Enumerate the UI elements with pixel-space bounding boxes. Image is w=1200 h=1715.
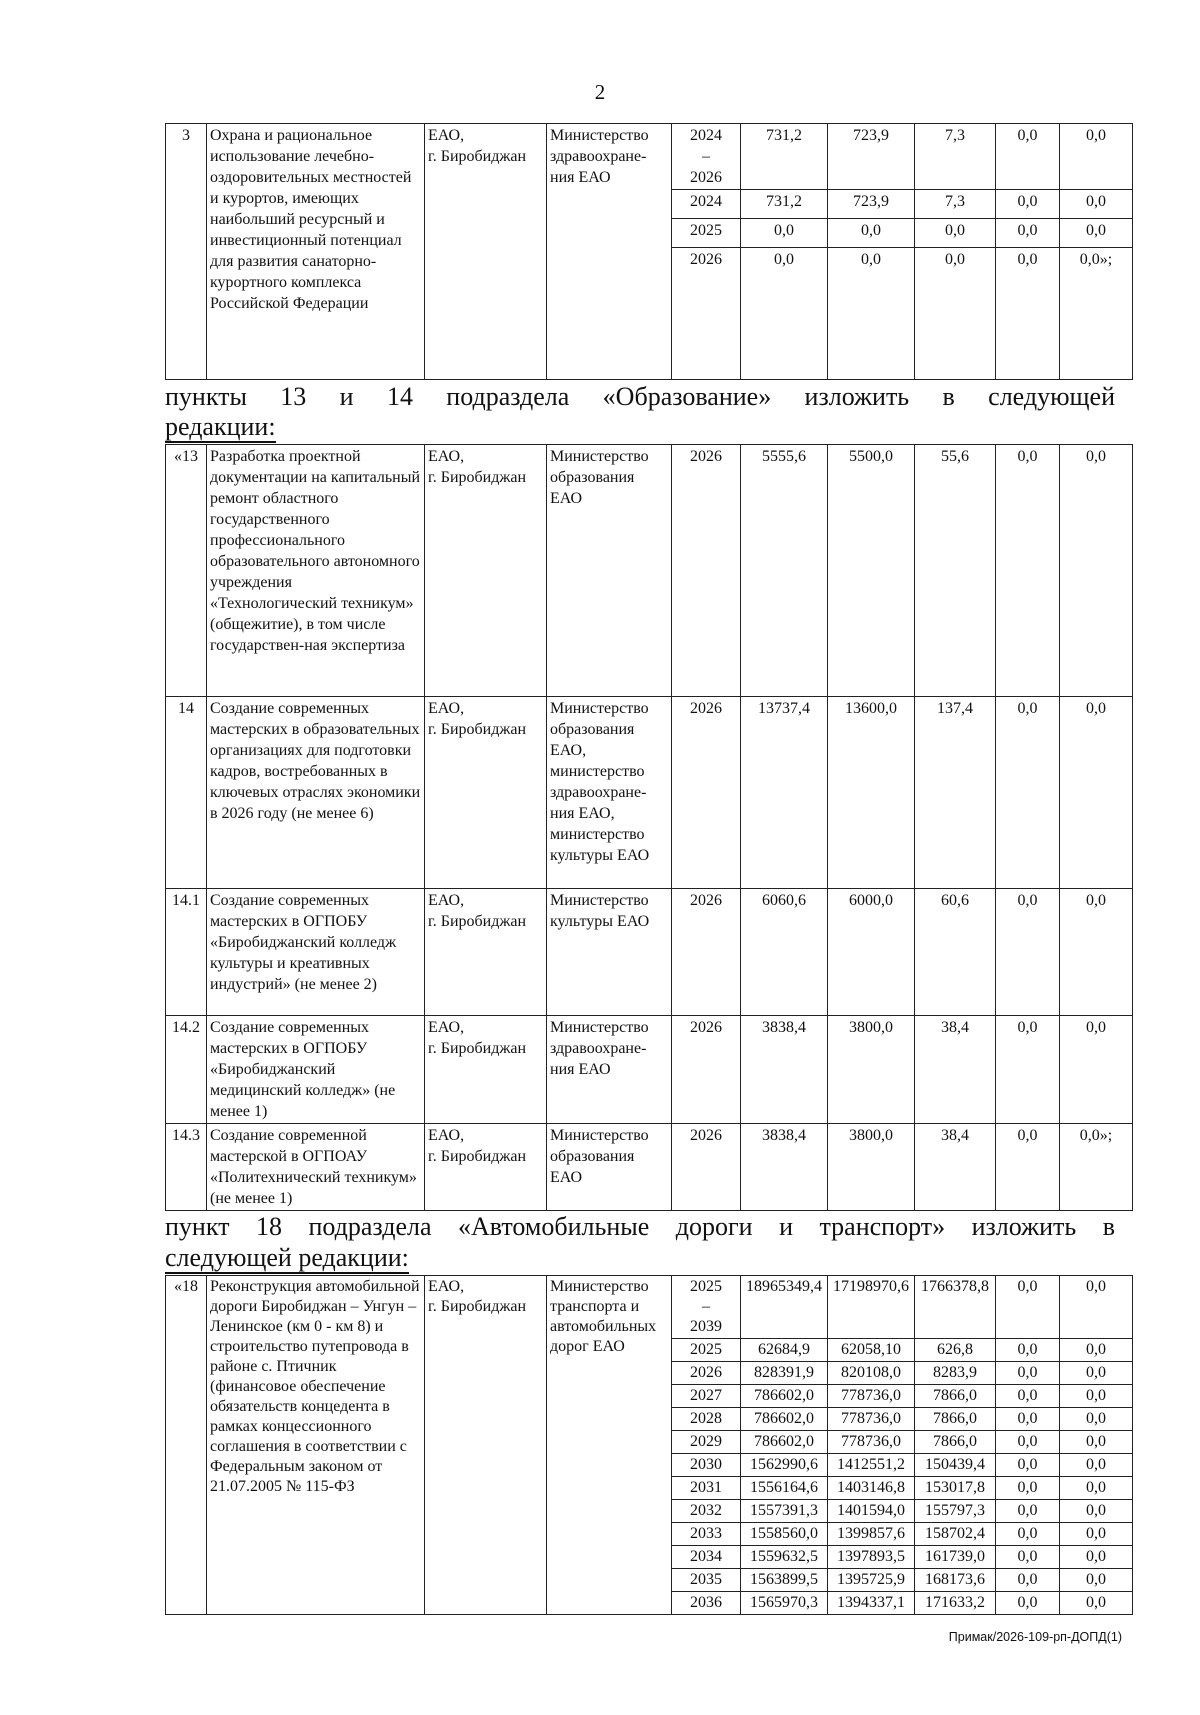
value-municipal: 0,0 [996,1408,1060,1431]
value-regional: 155797,3 [915,1500,996,1523]
year-cell: 2027 [672,1385,741,1408]
value-total: 786602,0 [741,1431,828,1454]
value-municipal: 0,0 [996,1569,1060,1592]
row-number: 3 [166,124,207,380]
event-name: Реконструкция автомобильной дороги Биробиджан – Унгун – Ленинское (км 0 - км 8) и строительство путепровода в районе с. Птичник (финансовое обеспечение обязательств концедента в рамках концессионного соглашения в соответствии с Федеральным законом от 21.07.2005 № 115-ФЗ [207,1276,425,1615]
value-federal: 1395725,9 [828,1569,915,1592]
year-cell: 2026 [672,1016,741,1124]
value-regional: 55,6 [915,445,996,697]
health-table [165,123,1133,380]
value-regional: 7866,0 [915,1408,996,1431]
year-cell: 2025 [672,1339,741,1362]
value-regional: 161739,0 [915,1546,996,1569]
year-cell: 2036 [672,1592,741,1615]
value-regional: 0,0 [915,219,996,248]
value-regional: 158702,4 [915,1523,996,1546]
page-number: 2 [594,80,606,104]
value-federal: 0,0 [828,219,915,248]
value-municipal: 0,0 [996,1276,1060,1339]
value-regional: 8283,9 [915,1362,996,1385]
value-total: 0,0 [741,219,828,248]
table-row [166,889,1133,1016]
value-regional: 137,4 [915,697,996,889]
value-federal: 3800,0 [828,1124,915,1211]
territory: ЕАО, г. Биробиджан [425,1016,547,1124]
value-other: 0,0 [1060,1431,1133,1454]
executor: Министерство культуры ЕАО [547,889,672,1016]
value-municipal: 0,0 [996,1454,1060,1477]
value-federal: 723,9 [828,124,915,190]
value-total: 1562990,6 [741,1454,828,1477]
value-municipal: 0,0 [996,697,1060,889]
event-name: Создание современных мастерских в ОГПОБУ «Биробиджанский колледж культуры и креативных индустрий» (не менее 2) [207,889,425,1016]
territory: ЕАО, г. Биробиджан [425,889,547,1016]
value-total: 731,2 [741,190,828,219]
value-other: 0,0 [1060,219,1133,248]
event-name: Разработка проектной документации на капитальный ремонт областного государственного профессионального образовательного автономного учреждения «Технологический техникум» (общежитие), в том числе государствен-ная экспертиза [207,445,425,697]
value-total: 13737,4 [741,697,828,889]
value-other: 0,0»; [1060,248,1133,380]
value-regional: 7,3 [915,124,996,190]
value-federal: 1412551,2 [828,1454,915,1477]
year-cell: 2024 – 2026 [672,124,741,190]
document-code: Примак/2026-109-рп-ДОПД(1) [948,1630,1122,1644]
value-municipal: 0,0 [996,1546,1060,1569]
row-number: «13 [166,445,207,697]
value-total: 1557391,3 [741,1500,828,1523]
value-federal: 1397893,5 [828,1546,915,1569]
value-federal: 778736,0 [828,1408,915,1431]
value-municipal: 0,0 [996,1523,1060,1546]
year-cell: 2024 [672,190,741,219]
year-cell: 2026 [672,248,741,380]
value-total: 3838,4 [741,1016,828,1124]
row-number: 14.1 [166,889,207,1016]
value-municipal: 0,0 [996,1592,1060,1615]
table-row [166,1276,1133,1339]
event-name: Охрана и рациональное использование лечебно-оздоровительных местностей и курортов, имеющих наибольший ресурсный и инвестиционный потенциал для развития санаторно-курортного комплекса Российской Федерации [207,124,425,380]
instruction-education-line-2: редакции: [165,412,276,441]
value-total: 786602,0 [741,1408,828,1431]
value-total: 1565970,3 [741,1592,828,1615]
value-federal: 1401594,0 [828,1500,915,1523]
value-municipal: 0,0 [996,1016,1060,1124]
value-other: 0,0 [1060,1362,1133,1385]
instruction-transport-line-1: пункт 18 подраздела «Автомобильные дороги и транспорт» изложить в [165,1212,1115,1241]
value-municipal: 0,0 [996,1385,1060,1408]
executor: Министерство здравоохране-ния ЕАО [547,124,672,380]
year-cell: 2026 [672,889,741,1016]
value-federal: 0,0 [828,248,915,380]
executor: Министерство здравоохране-ния ЕАО [547,1016,672,1124]
instruction-transport-line-2: следующей редакции: [165,1243,409,1272]
value-regional: 38,4 [915,1016,996,1124]
table-row [166,1124,1133,1211]
education-table [165,444,1133,1211]
value-other: 0,0 [1060,1385,1133,1408]
year-cell: 2026 [672,697,741,889]
value-federal: 778736,0 [828,1431,915,1454]
value-municipal: 0,0 [996,248,1060,380]
value-municipal: 0,0 [996,889,1060,1016]
value-total: 6060,6 [741,889,828,1016]
value-regional: 7866,0 [915,1431,996,1454]
executor: Министерство транспорта и автомобильных дорог ЕАО [547,1276,672,1615]
value-municipal: 0,0 [996,1500,1060,1523]
value-federal: 1394337,1 [828,1592,915,1615]
value-regional: 7,3 [915,190,996,219]
year-cell: 2035 [672,1569,741,1592]
value-municipal: 0,0 [996,219,1060,248]
event-name: Создание современных мастерских в ОГПОБУ «Биробиджанский медицинский колледж» (не менее 1) [207,1016,425,1124]
territory-line-1: ЕАО, [428,127,465,144]
value-total: 1558560,0 [741,1523,828,1546]
year-cell: 2030 [672,1454,741,1477]
value-municipal: 0,0 [996,1124,1060,1211]
value-other: 0,0 [1060,1408,1133,1431]
value-regional: 150439,4 [915,1454,996,1477]
value-municipal: 0,0 [996,445,1060,697]
value-regional: 0,0 [915,248,996,380]
value-municipal: 0,0 [996,124,1060,190]
value-federal: 3800,0 [828,1016,915,1124]
territory: ЕАО, г. Биробиджан [425,697,547,889]
value-total: 1559632,5 [741,1546,828,1569]
value-other: 0,0 [1060,697,1133,889]
value-total: 1563899,5 [741,1569,828,1592]
value-total: 828391,9 [741,1362,828,1385]
year-cell: 2026 [672,445,741,697]
value-federal: 1403146,8 [828,1477,915,1500]
event-name: Создание современной мастерской в ОГПОАУ «Политехнический техникум» (не менее 1) [207,1124,425,1211]
year-cell: 2025 – 2039 [672,1276,741,1339]
year-cell: 2026 [672,1124,741,1211]
year-cell: 2028 [672,1408,741,1431]
value-total: 0,0 [741,248,828,380]
instruction-education-line-1: пункты 13 и 14 подраздела «Образование» изложить в следующей [165,382,1115,411]
row-number: 14.2 [166,1016,207,1124]
value-federal: 6000,0 [828,889,915,1016]
value-regional: 171633,2 [915,1592,996,1615]
value-federal: 13600,0 [828,697,915,889]
value-municipal: 0,0 [996,1431,1060,1454]
value-other: 0,0 [1060,124,1133,190]
value-total: 62684,9 [741,1339,828,1362]
value-federal: 17198970,6 [828,1276,915,1339]
territory [425,124,547,380]
value-regional: 168173,6 [915,1569,996,1592]
executor: Министерство образования ЕАО [547,445,672,697]
value-other: 0,0 [1060,1546,1133,1569]
value-regional: 153017,8 [915,1477,996,1500]
row-number: 14.3 [166,1124,207,1211]
value-federal: 1399857,6 [828,1523,915,1546]
value-other: 0,0 [1060,1592,1133,1615]
value-regional: 7866,0 [915,1385,996,1408]
row-number: 14 [166,697,207,889]
territory: ЕАО, г. Биробиджан [425,1124,547,1211]
value-municipal: 0,0 [996,1362,1060,1385]
table-row [166,445,1133,697]
value-regional: 60,6 [915,889,996,1016]
table-row [166,124,1133,190]
value-other: 0,0 [1060,1523,1133,1546]
value-other: 0,0 [1060,1477,1133,1500]
value-federal: 723,9 [828,190,915,219]
year-cell: 2033 [672,1523,741,1546]
value-municipal: 0,0 [996,1477,1060,1500]
value-other: 0,0 [1060,1016,1133,1124]
value-other: 0,0 [1060,889,1133,1016]
value-other: 0,0 [1060,445,1133,697]
value-municipal: 0,0 [996,1339,1060,1362]
value-total: 18965349,4 [741,1276,828,1339]
value-regional: 626,8 [915,1339,996,1362]
year-cell: 2034 [672,1546,741,1569]
year-cell: 2026 [672,1362,741,1385]
value-federal: 778736,0 [828,1385,915,1408]
executor: Министерство образования ЕАО, министерство здравоохране-ния ЕАО, министерство культуры ЕАО [547,697,672,889]
value-total: 5555,6 [741,445,828,697]
value-total: 786602,0 [741,1385,828,1408]
territory-line-2: г. Биробиджан [428,148,527,165]
value-other: 0,0 [1060,1500,1133,1523]
transport-table [165,1275,1133,1615]
value-federal: 5500,0 [828,445,915,697]
table-row [166,1016,1133,1124]
value-other: 0,0»; [1060,1124,1133,1211]
value-total: 1556164,6 [741,1477,828,1500]
year-cell: 2031 [672,1477,741,1500]
value-regional: 1766378,8 [915,1276,996,1339]
value-other: 0,0 [1060,190,1133,219]
value-total: 731,2 [741,124,828,190]
value-federal: 820108,0 [828,1362,915,1385]
year-cell: 2032 [672,1500,741,1523]
executor: Министерство образования ЕАО [547,1124,672,1211]
year-cell: 2029 [672,1431,741,1454]
value-other: 0,0 [1060,1569,1133,1592]
value-federal: 62058,10 [828,1339,915,1362]
territory: ЕАО, г. Биробиджан [425,445,547,697]
value-total: 3838,4 [741,1124,828,1211]
table-row [166,697,1133,889]
value-other: 0,0 [1060,1339,1133,1362]
value-regional: 38,4 [915,1124,996,1211]
value-other: 0,0 [1060,1276,1133,1339]
event-name: Создание современных мастерских в образовательных организациях для подготовки кадров, востребованных в ключевых отраслях экономики в 2026 году (не менее 6) [207,697,425,889]
territory: ЕАО, г. Биробиджан [425,1276,547,1615]
year-cell: 2025 [672,219,741,248]
row-number: «18 [166,1276,207,1615]
value-other: 0,0 [1060,1454,1133,1477]
value-municipal: 0,0 [996,190,1060,219]
